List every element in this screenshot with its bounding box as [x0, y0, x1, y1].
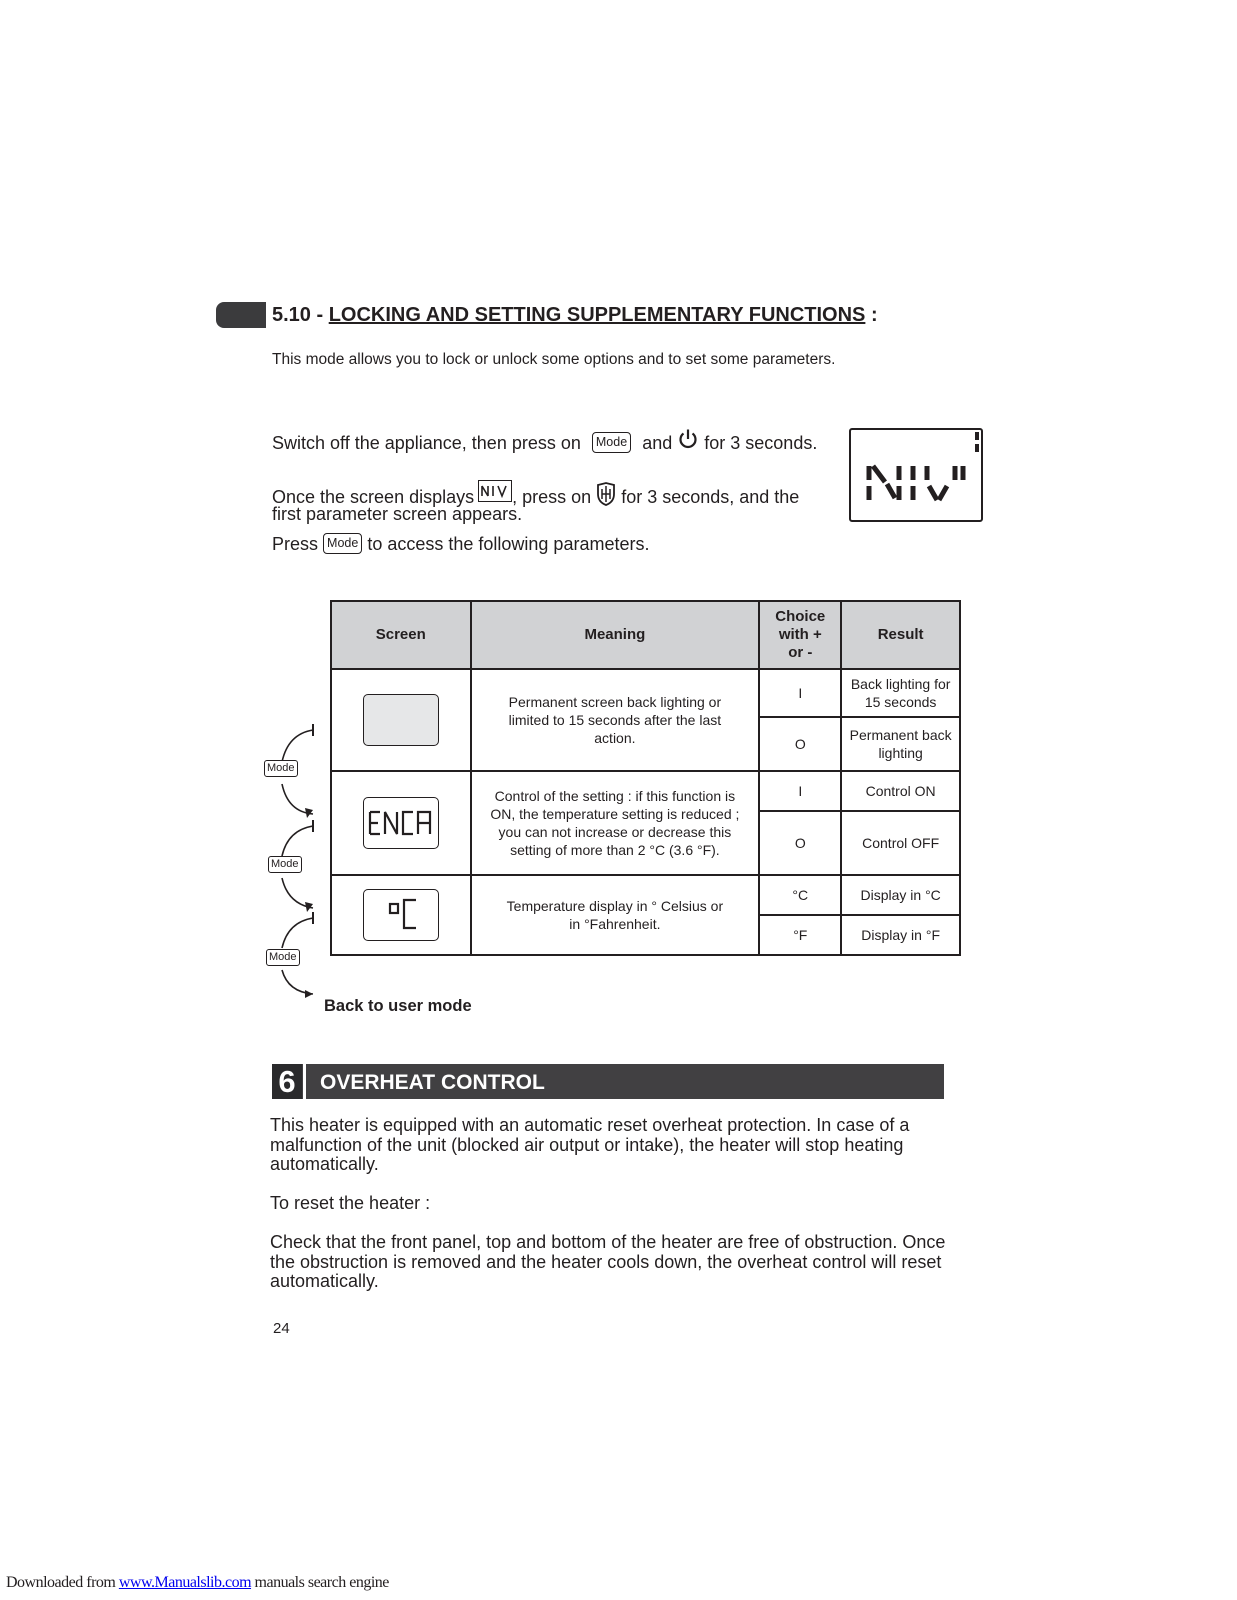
niv-segment-glyphs	[851, 430, 981, 520]
header-screen: Screen	[331, 601, 471, 669]
result-cell: Permanent back lighting	[841, 717, 960, 771]
step-2-text-pre: Once the screen displays	[272, 487, 475, 507]
header-result: Result	[841, 601, 960, 669]
mode-flow-label-1: Mode	[264, 760, 298, 777]
section-title-colon: :	[865, 304, 878, 326]
result-cell: Back lighting for 15 seconds	[841, 669, 960, 717]
mode-button-icon: Mode	[592, 432, 631, 453]
mode-button-icon: Mode	[323, 533, 362, 554]
header-choice: Choice with + or -	[759, 601, 841, 669]
result-cell: Control ON	[841, 771, 960, 811]
overheat-paragraph-1: This heater is equipped with an automatic reset overheat protection. In case of a malfunction of the unit (blocked air output or intake), the heater will stop heating automatically.	[270, 1115, 910, 1174]
degc-lcd-display	[363, 889, 439, 941]
footer-prefix: Downloaded from	[6, 1574, 119, 1591]
choice-cell: O	[759, 811, 841, 875]
choice-cell: °F	[759, 915, 841, 955]
back-to-user-mode-label: Back to user mode	[324, 997, 472, 1015]
parameters-table	[330, 600, 961, 956]
section-6-title: OVERHEAT CONTROL	[320, 1071, 545, 1094]
degc-segment-glyphs	[364, 890, 437, 939]
mode-flow-label-3: Mode	[266, 949, 300, 966]
step-1-text-post: for 3 seconds.	[704, 433, 818, 453]
power-icon	[677, 428, 699, 450]
screen-cell-enca	[331, 771, 471, 875]
choice-cell: I	[759, 669, 841, 717]
result-cell: Display in °F	[841, 915, 960, 955]
screen-cell-backlight	[331, 669, 471, 771]
section-number: 5.10 -	[272, 304, 329, 326]
section-intro: This mode allows you to lock or unlock some options and to set some parameters.	[272, 351, 836, 368]
table-row	[331, 771, 960, 811]
mode-flow-label-2: Mode	[268, 856, 302, 873]
step-2-text-mid: , press on	[512, 487, 592, 507]
niv-display-icon	[478, 480, 512, 502]
step-3-text-pre: Press	[272, 534, 319, 554]
choice-cell: I	[759, 771, 841, 811]
section-title	[272, 304, 878, 327]
enca-segment-glyphs	[364, 798, 437, 847]
choice-cell: O	[759, 717, 841, 771]
section-tab-marker	[216, 302, 266, 328]
header-meaning: Meaning	[471, 601, 760, 669]
step-3	[272, 533, 649, 555]
overheat-paragraph-3: Check that the front panel, top and bottom of the heater are free of obstruction. Once the obstruction is removed and the heater cools down, the overheat control will reset automatically.	[270, 1232, 946, 1291]
lock-function-icon	[596, 482, 616, 506]
page-number: 24	[273, 1320, 290, 1337]
section-6-number: 6	[272, 1064, 302, 1099]
step-1	[272, 428, 817, 454]
table-row	[331, 669, 960, 717]
step-3-text-post: to access the following parameters.	[367, 534, 650, 554]
download-footer	[6, 1574, 389, 1592]
niv-lcd-display	[849, 428, 983, 522]
step-1-text-pre: Switch off the appliance, then press on	[272, 433, 581, 453]
meaning-cell: Temperature display in ° Celsius or in °Fahrenheit.	[471, 875, 760, 955]
step-2-line-2: first parameter screen appears.	[272, 504, 523, 524]
meaning-cell: Control of the setting : if this function is ON, the temperature setting is reduced ; you can not increase or decrease this setting of more than 2 °C (3.6 °F).	[471, 771, 760, 875]
step-2-text-post: for 3 seconds, and the	[621, 487, 800, 507]
footer-suffix: manuals search engine	[251, 1574, 389, 1591]
banner-separator	[303, 1064, 306, 1099]
enca-lcd-display	[363, 797, 439, 849]
result-cell: Display in °C	[841, 875, 960, 915]
backlight-lcd-display	[363, 694, 439, 746]
step-1-text-mid: and	[642, 433, 673, 453]
choice-cell: °C	[759, 875, 841, 915]
table-row	[331, 875, 960, 915]
table-header-row	[331, 601, 960, 669]
section-title-text: LOCKING AND SETTING SUPPLEMENTARY FUNCTIONS	[328, 304, 866, 326]
meaning-cell: Permanent screen back lighting or limited to 15 seconds after the last action.	[471, 669, 760, 771]
overheat-paragraph-2: To reset the heater :	[270, 1193, 431, 1213]
screen-cell-degc	[331, 875, 471, 955]
manualslib-link[interactable]: www.Manualslib.com	[118, 1574, 252, 1591]
result-cell: Control OFF	[841, 811, 960, 875]
